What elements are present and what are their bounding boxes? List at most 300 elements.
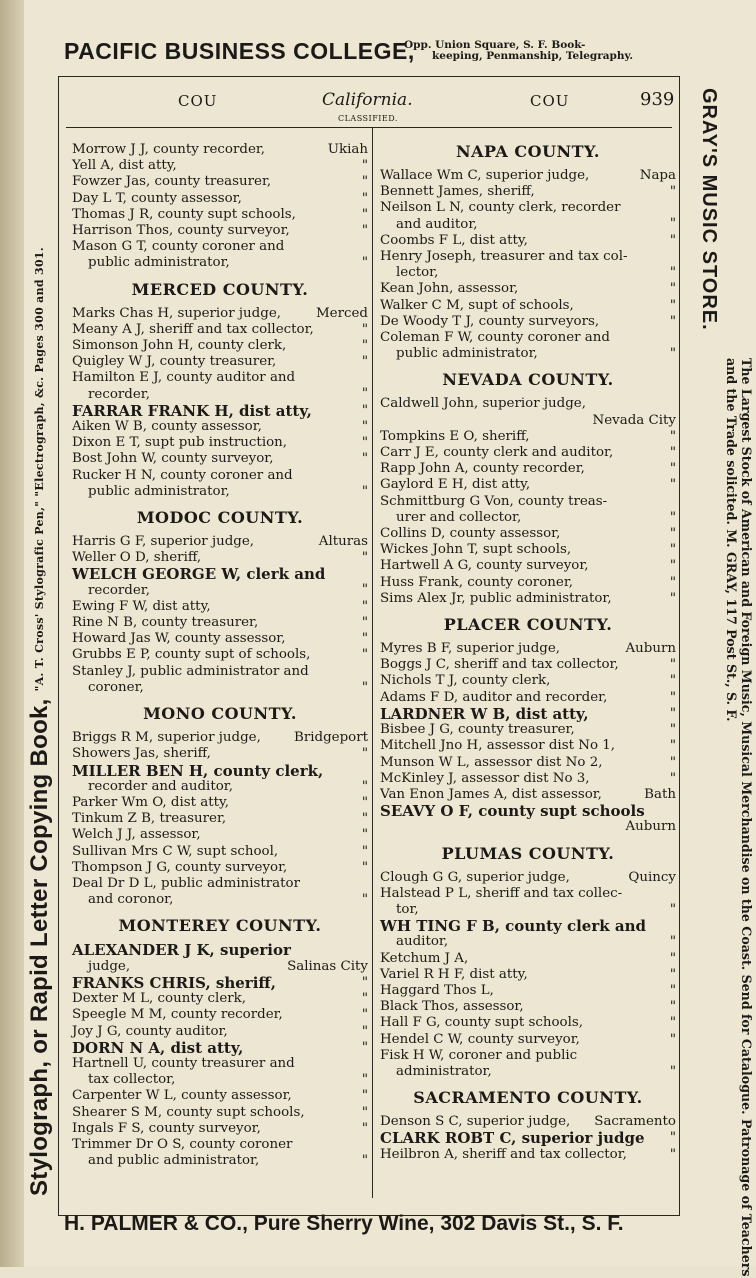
- top-ad-subtitle: [404, 40, 633, 62]
- header-right-word: COU: [530, 92, 570, 110]
- entry-location: ": [669, 509, 676, 525]
- entry-location: Nevada City: [592, 412, 676, 428]
- entry-location: Quincy: [628, 869, 676, 885]
- entry-location: ": [361, 647, 368, 663]
- entry-continuation: tor,: [396, 901, 419, 917]
- directory-entry: [380, 494, 676, 526]
- directory-entry: [380, 983, 676, 999]
- directory-entry: [72, 566, 368, 598]
- entry-text: Wickes John T, supt schools,: [380, 542, 572, 558]
- header-rule: [66, 127, 672, 128]
- entry-location: ": [361, 582, 368, 598]
- directory-entry: [72, 419, 368, 435]
- directory-entry: [72, 435, 368, 451]
- directory-entry: [380, 542, 676, 558]
- entry-text: Harris G F, superior judge,: [72, 534, 255, 550]
- entry-text: Marks Chas H, superior judge,: [72, 305, 282, 321]
- directory-entry: [380, 1114, 676, 1130]
- entry-text: Fisk H W, coroner and public: [380, 1047, 578, 1063]
- entry-location: ": [361, 991, 368, 1007]
- entry-text: SEAVY O F, county supt schools: [380, 802, 645, 821]
- directory-entry: [72, 354, 368, 370]
- entry-text: Rapp John A, county recorder,: [380, 461, 585, 477]
- entry-location: ": [361, 255, 368, 271]
- entry-text: Stanley J, public administrator and: [72, 663, 309, 679]
- directory-entry: [380, 870, 676, 886]
- directory-entry: [72, 370, 368, 402]
- directory-entry: [380, 967, 676, 983]
- directory-entry: [72, 664, 368, 696]
- directory-entry: [72, 451, 368, 467]
- entry-text: Harrison Thos, county surveyor,: [72, 223, 290, 239]
- directory-entry: [380, 1130, 676, 1146]
- entry-text: Denson S C, superior judge,: [380, 1114, 571, 1130]
- directory-entry: [72, 403, 368, 419]
- entry-text: Shearer S M, county supt schools,: [72, 1104, 305, 1120]
- entry-text: Parker Wm O, dist atty,: [72, 794, 230, 810]
- directory-entry: [380, 314, 676, 330]
- entry-text: Carr J E, county clerk and auditor,: [380, 445, 614, 461]
- entry-continuation: urer and collector,: [396, 509, 522, 525]
- directory-entry: [380, 200, 676, 232]
- directory-entry: [72, 158, 368, 174]
- entry-location: ": [361, 1120, 368, 1136]
- directory-entry: [72, 991, 368, 1007]
- entry-text: Bennett James, sheriff,: [380, 184, 535, 200]
- entry-location: ": [361, 174, 368, 190]
- entry-text: Simonson John H, county clerk,: [72, 338, 287, 354]
- entry-text: Yell A, dist atty,: [72, 158, 177, 174]
- directory-entry: [380, 281, 676, 297]
- entry-location: Sacramento: [594, 1114, 676, 1130]
- right-margin-title: GRAY'S MUSIC STORE.: [698, 88, 720, 331]
- entry-location: ": [669, 184, 676, 200]
- entry-location: ": [669, 770, 676, 786]
- entry-location: ": [361, 811, 368, 827]
- entry-text: Haggard Thos L,: [380, 982, 494, 998]
- top-ad-subtitle-line1: Opp. Union Square, S. F. Book-: [404, 39, 586, 51]
- entry-text: Howard Jas W, county assessor,: [72, 631, 286, 647]
- entry-text: Thompson J G, county surveyor,: [72, 859, 288, 875]
- entry-text: Tompkins E O, sheriff,: [380, 428, 530, 444]
- entry-location: Auburn: [625, 641, 676, 657]
- entry-location: ": [361, 974, 368, 990]
- entry-continuation: recorder,: [88, 582, 150, 598]
- entry-location: ": [361, 483, 368, 499]
- directory-entry: [72, 1105, 368, 1121]
- column-divider: [372, 128, 373, 1198]
- entry-location: ": [669, 754, 676, 770]
- entry-text: DORN N A, dist atty,: [72, 1038, 244, 1057]
- entry-location: ": [669, 982, 676, 998]
- entry-location: ": [669, 461, 676, 477]
- directory-entry: [72, 876, 368, 908]
- entry-text: Grubbs E P, county supt of schools,: [72, 647, 311, 663]
- entry-text: Ewing F W, dist atty,: [72, 598, 211, 614]
- directory-entry: [72, 860, 368, 876]
- entry-location: ": [361, 598, 368, 614]
- directory-entry: [380, 1015, 676, 1031]
- entry-location: ": [669, 657, 676, 673]
- directory-entry: [72, 827, 368, 843]
- directory-entry: [72, 142, 368, 158]
- entry-location: ": [361, 206, 368, 222]
- entry-location: ": [361, 1088, 368, 1104]
- county-heading: PLUMAS COUNTY.: [441, 843, 615, 863]
- book-spine: [0, 0, 24, 1267]
- entry-text: Neilson L N, county clerk, recorder: [380, 200, 621, 216]
- directory-entry: [380, 298, 676, 314]
- directory-entry: [380, 1032, 676, 1048]
- right-margin-text: The Largest Stock of American and Foreign Music, Musical Merchandise on the Coast. Send for Catalogue. Patronage of Teachers and the Trade solicited. M. GRAY, 117 Post St., S. F.: [724, 358, 754, 1277]
- entry-text: Speegle M M, county recorder,: [72, 1007, 283, 1023]
- directory-entry: [380, 722, 676, 738]
- entry-location: ": [669, 297, 676, 313]
- directory-entry: [380, 641, 676, 657]
- entry-location: Bridgeport: [293, 730, 368, 746]
- entry-location: ": [669, 232, 676, 248]
- entry-text: Joy J G, county auditor,: [72, 1023, 228, 1039]
- directory-entry: [380, 330, 676, 362]
- entry-location: ": [669, 705, 676, 721]
- directory-entry: [380, 951, 676, 967]
- entry-text: WELCH GEORGE W, clerk and: [72, 565, 326, 584]
- right-column: [380, 142, 676, 1163]
- directory-entry: [380, 168, 676, 184]
- directory-entry: [72, 174, 368, 190]
- entry-text: Coombs F L, dist atty,: [380, 232, 528, 248]
- entry-location: ": [361, 550, 368, 566]
- directory-entry: [72, 191, 368, 207]
- directory-entry: [380, 1048, 676, 1080]
- directory-entry: [72, 1056, 368, 1088]
- entry-text: Kean John, assessor,: [380, 281, 519, 297]
- entry-location: Auburn: [625, 819, 676, 835]
- entry-location: ": [669, 574, 676, 590]
- entry-text: Coleman F W, county coroner and: [380, 330, 610, 346]
- directory-entry: [380, 526, 676, 542]
- directory-entry: [380, 999, 676, 1015]
- entry-location: ": [361, 615, 368, 631]
- entry-text: Day L T, county assessor,: [72, 190, 242, 206]
- left-margin-small: "A. T. Cross' Stylografic Pen," "Electrograph, &c. Pages 300 and 301.: [33, 247, 46, 692]
- directory-entry: [72, 763, 368, 795]
- directory-entry: [72, 1121, 368, 1137]
- entry-location: ": [361, 338, 368, 354]
- entry-location: ": [669, 722, 676, 738]
- entry-location: ": [361, 1104, 368, 1120]
- entry-text: Munson W L, assessor dist No 2,: [380, 754, 603, 770]
- county-heading: NEVADA COUNTY.: [442, 370, 614, 390]
- entry-location: ": [669, 966, 676, 982]
- top-ad-subtitle-line2: keeping, Penmanship, Telegraphy.: [432, 50, 634, 62]
- entry-location: ": [669, 1130, 676, 1146]
- directory-entry: [72, 1088, 368, 1104]
- entry-text: Adams F D, auditor and recorder,: [380, 689, 608, 705]
- entry-location: ": [361, 843, 368, 859]
- county-heading: PLACER COUNTY.: [443, 615, 613, 635]
- directory-entry: [72, 550, 368, 566]
- directory-entry: [72, 1137, 368, 1169]
- directory-entry: [72, 795, 368, 811]
- entry-location: ": [669, 428, 676, 444]
- left-margin-text: [26, 96, 60, 1196]
- entry-location: ": [669, 477, 676, 493]
- directory-entry: [380, 233, 676, 249]
- directory-entry: [380, 690, 676, 706]
- entry-text: Morrow J J, county recorder,: [72, 142, 266, 157]
- entry-location: ": [669, 558, 676, 574]
- directory-entry: [380, 886, 676, 918]
- directory-entry: [380, 575, 676, 591]
- entry-location: ": [361, 419, 368, 435]
- directory-entry: [72, 975, 368, 991]
- entry-location: Alturas: [318, 534, 368, 550]
- directory-entry: [72, 1040, 368, 1056]
- left-margin-ad: [24, 96, 64, 1196]
- directory-entry: [72, 534, 368, 550]
- entry-text: Van Enon James A, dist assessor,: [380, 786, 602, 802]
- entry-location: ": [669, 265, 676, 281]
- bottom-advertisement: H. PALMER & CO., Pure Sherry Wine, 302 Davis St., S. F.: [64, 1212, 624, 1235]
- entry-text: Quigley W J, county treasurer,: [72, 354, 277, 370]
- directory-entry: [72, 746, 368, 762]
- entry-location: ": [669, 346, 676, 362]
- entry-location: ": [669, 1031, 676, 1047]
- entry-location: ": [361, 1152, 368, 1168]
- entry-continuation: recorder and auditor,: [88, 778, 233, 794]
- entry-continuation: and auditor,: [396, 216, 478, 232]
- top-ad-title: PACIFIC BUSINESS COLLEGE,: [64, 38, 415, 64]
- entry-text: Hamilton E J, county auditor and: [72, 370, 296, 386]
- entry-location: ": [361, 859, 368, 875]
- directory-entry: [380, 249, 676, 281]
- entry-location: ": [361, 386, 368, 402]
- header-left-word: COU: [178, 92, 218, 110]
- entry-text: Boggs J C, sheriff and tax collector,: [380, 657, 619, 673]
- directory-entry: [72, 468, 368, 500]
- county-heading: SACRAMENTO COUNTY.: [413, 1088, 643, 1108]
- entry-text: Collins D, county assessor,: [380, 526, 561, 542]
- directory-entry: [72, 1007, 368, 1023]
- entry-location: ": [361, 778, 368, 794]
- entry-continuation: recorder,: [88, 386, 150, 402]
- entry-text: Halstead P L, sheriff and tax collec-: [380, 885, 623, 901]
- directory-entry: [380, 396, 676, 428]
- entry-text: Hartnell U, county treasurer and: [72, 1055, 295, 1071]
- directory-entry: [380, 591, 676, 607]
- county-heading: MONO COUNTY.: [143, 704, 297, 724]
- entry-location: ": [361, 435, 368, 451]
- entry-text: Thomas J R, county supt schools,: [72, 206, 296, 222]
- entry-text: Aiken W B, county assessor,: [72, 419, 262, 435]
- entry-text: LARDNER W B, dist atty,: [380, 704, 589, 723]
- directory-entry: [72, 730, 368, 746]
- entry-text: Wallace Wm C, superior judge,: [380, 168, 590, 183]
- entry-location: ": [361, 827, 368, 843]
- entry-location: ": [361, 1007, 368, 1023]
- entry-continuation: lector,: [396, 265, 439, 281]
- entry-text: Rucker H N, county coroner and: [72, 467, 293, 483]
- directory-entry: [72, 942, 368, 975]
- entry-location: ": [669, 934, 676, 950]
- directory-entry: [380, 657, 676, 673]
- entry-text: Black Thos, assessor,: [380, 999, 524, 1015]
- entry-text: Gaylord E H, dist atty,: [380, 477, 531, 493]
- left-column: [72, 142, 368, 1169]
- directory-entry: [380, 738, 676, 754]
- entry-location: ": [361, 631, 368, 647]
- entry-location: ": [361, 1023, 368, 1039]
- entry-continuation: public administrator,: [88, 255, 230, 271]
- entry-location: ": [361, 1071, 368, 1087]
- entry-text: Trimmer Dr O S, county coroner: [72, 1136, 293, 1152]
- entry-text: Deal Dr D L, public administrator: [72, 875, 300, 891]
- entry-text: FARRAR FRANK H, dist atty,: [72, 401, 312, 420]
- entry-text: Mason G T, county coroner and: [72, 239, 285, 255]
- entry-text: Fowzer Jas, county treasurer,: [72, 174, 272, 190]
- entry-location: ": [669, 216, 676, 232]
- entry-continuation: coroner,: [88, 679, 144, 695]
- entry-location: ": [361, 354, 368, 370]
- directory-entry: [72, 239, 368, 271]
- entry-location: Ukiah: [327, 142, 368, 157]
- directory-entry: [380, 918, 676, 950]
- directory-entry: [380, 461, 676, 477]
- entry-text: Caldwell John, superior judge,: [380, 396, 586, 412]
- entry-text: Nichols T J, county clerk,: [380, 673, 551, 689]
- entry-text: Clough G G, superior judge,: [380, 869, 570, 885]
- entry-text: Showers Jas, sheriff,: [72, 746, 211, 762]
- entry-continuation: judge,: [88, 958, 131, 974]
- county-heading: NAPA COUNTY.: [456, 142, 600, 161]
- entry-location: Salinas City: [287, 958, 368, 974]
- entry-text: Bost John W, county surveyor,: [72, 451, 274, 467]
- county-heading: MODOC COUNTY.: [136, 508, 304, 528]
- directory-entry: [72, 322, 368, 338]
- entry-text: Variel R H F, dist atty,: [380, 966, 528, 982]
- directory-entry: [72, 844, 368, 860]
- entry-text: Ketchum J A,: [380, 950, 469, 966]
- entry-location: Merced: [315, 305, 368, 321]
- directory-entry: [380, 184, 676, 200]
- directory-entry: [380, 558, 676, 574]
- directory-entry: [72, 306, 368, 322]
- entry-text: De Woody T J, county surveyors,: [380, 313, 600, 329]
- entry-location: ": [669, 950, 676, 966]
- entry-text: Myres B F, superior judge,: [380, 641, 561, 657]
- entry-text: ALEXANDER J K, superior: [72, 941, 291, 960]
- directory-entry: [72, 1024, 368, 1040]
- entry-location: ": [669, 999, 676, 1015]
- entry-location: ": [669, 1146, 676, 1162]
- entry-location: ": [361, 1039, 368, 1055]
- directory-entry: [72, 811, 368, 827]
- entry-text: Hendel C W, county surveyor,: [380, 1031, 580, 1047]
- entry-location: ": [669, 542, 676, 558]
- entry-continuation: and public administrator,: [88, 1153, 260, 1169]
- top-advertisement: [64, 38, 704, 72]
- entry-text: Sullivan Mrs C W, supt school,: [72, 843, 279, 859]
- entry-text: Welch J J, assessor,: [72, 827, 201, 843]
- entry-text: Dexter M L, county clerk,: [72, 991, 247, 1007]
- entry-continuation: auditor,: [396, 934, 449, 950]
- county-heading: MONTEREY COUNTY.: [118, 916, 322, 936]
- entry-text: Huss Frank, county coroner,: [380, 574, 573, 590]
- entry-location: Bath: [644, 786, 676, 802]
- directory-entry: [380, 771, 676, 787]
- running-header: [70, 88, 674, 128]
- entry-location: Napa: [639, 168, 676, 183]
- entry-continuation: public administrator,: [396, 346, 538, 362]
- directory-entry: [72, 647, 368, 663]
- entry-location: ": [361, 321, 368, 337]
- header-state: California.: [322, 90, 413, 110]
- entry-continuation: public administrator,: [88, 483, 230, 499]
- entry-text: Henry Joseph, treasurer and tax col-: [380, 249, 628, 265]
- entry-location: ": [669, 673, 676, 689]
- directory-entry: [380, 803, 676, 835]
- page-number: 939: [640, 89, 675, 110]
- entry-continuation: administrator,: [396, 1063, 492, 1079]
- directory-entry: [380, 787, 676, 803]
- entry-location: ": [361, 402, 368, 418]
- entry-location: ": [669, 526, 676, 542]
- entry-location: ": [361, 891, 368, 907]
- entry-text: Schmittburg G Von, county treas-: [380, 493, 608, 509]
- entry-location: ": [669, 281, 676, 297]
- directory-entry: [380, 429, 676, 445]
- entry-text: FRANKS CHRIS, sheriff,: [72, 973, 276, 992]
- right-margin-ad: [690, 88, 754, 1277]
- entry-text: Heilbron A, sheriff and tax collector,: [380, 1146, 627, 1162]
- directory-entry: [380, 706, 676, 722]
- directory-entry: [380, 755, 676, 771]
- entry-location: ": [361, 451, 368, 467]
- entry-text: Briggs R M, superior judge,: [72, 730, 261, 746]
- directory-entry: [72, 615, 368, 631]
- entry-location: ": [361, 190, 368, 206]
- entry-text: Ingals F S, county surveyor,: [72, 1120, 261, 1136]
- entry-location: ": [669, 590, 676, 606]
- entry-text: WH TING F B, county clerk and: [380, 917, 646, 936]
- entry-text: Dixon E T, supt pub instruction,: [72, 435, 288, 451]
- entry-location: ": [669, 1063, 676, 1079]
- entry-text: Meany A J, sheriff and tax collector,: [72, 321, 314, 337]
- directory-entry: [72, 207, 368, 223]
- entry-text: Mitchell Jno H, assessor dist No 1,: [380, 738, 616, 754]
- entry-text: Tinkum Z B, treasurer,: [72, 811, 227, 827]
- entry-location: ": [361, 223, 368, 239]
- directory-entry: [380, 1147, 676, 1163]
- entry-location: ": [669, 445, 676, 461]
- entry-location: ": [669, 1015, 676, 1031]
- county-heading: MERCED COUNTY.: [131, 279, 309, 299]
- entry-text: Weller O D, sheriff,: [72, 550, 202, 566]
- directory-entry: [72, 631, 368, 647]
- entry-location: ": [361, 679, 368, 695]
- directory-entry: [380, 445, 676, 461]
- entry-text: MILLER BEN H, county clerk,: [72, 761, 324, 780]
- entry-continuation: tax collector,: [88, 1072, 176, 1088]
- entry-text: McKinley J, assessor dist No 3,: [380, 770, 590, 786]
- entry-location: ": [361, 794, 368, 810]
- entry-text: Walker C M, supt of schools,: [380, 297, 574, 313]
- left-margin-main: Stylograph, or Rapid Letter Copying Book,: [26, 698, 53, 1196]
- directory-entry: [72, 338, 368, 354]
- entry-location: ": [669, 689, 676, 705]
- entry-text: Hartwell A G, county surveyor,: [380, 558, 589, 574]
